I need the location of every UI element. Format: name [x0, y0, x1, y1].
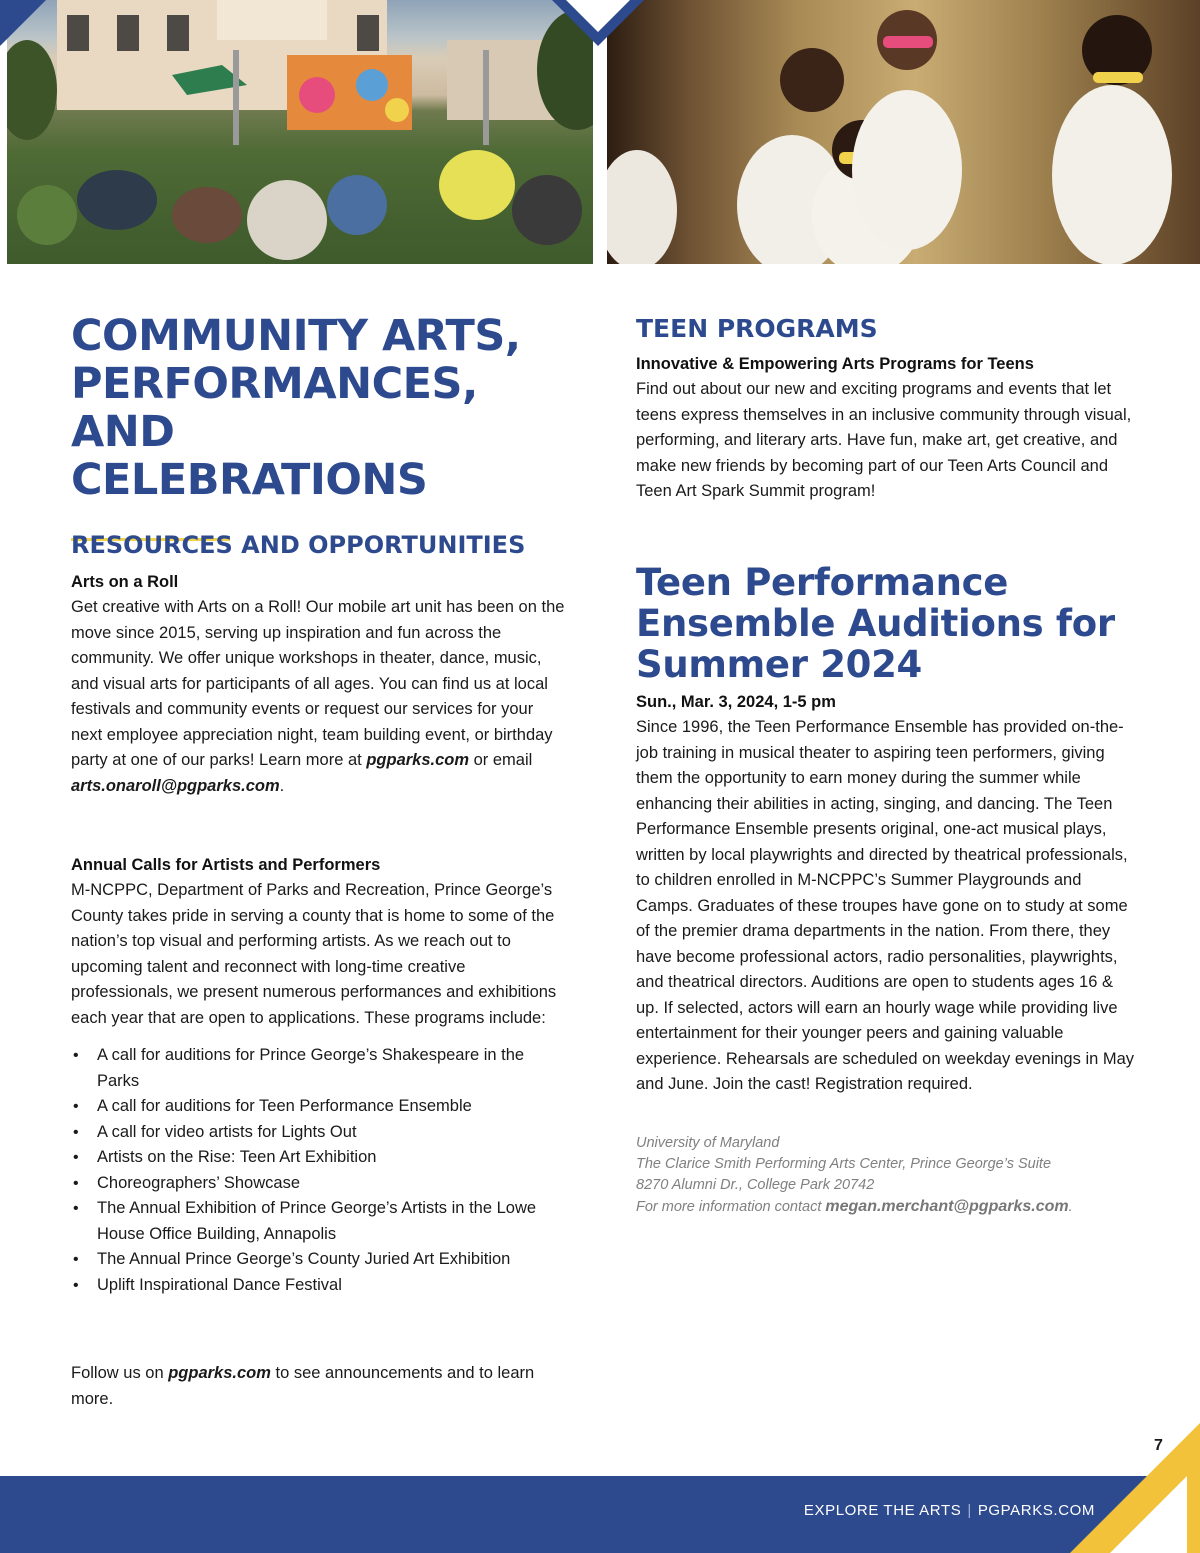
ensemble-title-line-3: Summer 2024 [636, 643, 922, 686]
page-number: 7 [1154, 1437, 1163, 1454]
ensemble-date: Sun., Mar. 3, 2024, 1-5 pm [636, 693, 836, 711]
annual-calls-heading: Annual Calls for Artists and Performers [71, 856, 381, 874]
venue-contact [636, 1196, 1156, 1218]
page-title-line-3: CELEBRATIONS [71, 455, 428, 505]
megan-merchant-email-link[interactable]: megan.merchant@pgparks.com [825, 1198, 1069, 1215]
follow-us-post: to see announcements and to learn more. [71, 1364, 535, 1408]
page-title [71, 312, 571, 504]
teen-programs-text: Find out about our new and exciting programs and events that let teens express themselves in an inclusive community through visual, performing, and literary arts. Have fun, make art, get creative, and make new friends by becoming part of our Teen Arts Council and Teen Art Spark Summit program! [636, 380, 1132, 500]
teen-performers-illustration [607, 0, 1200, 264]
venue-line-2: The Clarice Smith Performing Arts Center, Prince George’s Suite [636, 1156, 1052, 1172]
follow-us-pre: Follow us on [71, 1364, 169, 1382]
follow-pgparks-link[interactable]: pgparks.com [168, 1364, 271, 1382]
resources-section-title: RESOURCES AND OPPORTUNITIES [71, 531, 526, 559]
ensemble-title-line-2: Ensemble Auditions for [636, 602, 1115, 645]
photo-teen-performers [607, 0, 1200, 264]
arts-on-a-roll-mid: or email [469, 751, 533, 769]
page-title-line-2: PERFORMANCES, AND [71, 359, 478, 457]
footer-explore-the-arts-link[interactable]: EXPLORE THE ARTS [803, 1502, 962, 1519]
arts-onaroll-email-link[interactable]: arts.onaroll@pgparks.com [71, 776, 280, 795]
footer-pgparks-link[interactable]: PGPARKS.COM [977, 1502, 1095, 1519]
photo-divider-notch-inner [566, 0, 630, 32]
list-item: • The Annual Exhibition of Prince George’s Artists in the Lowe House Office Building, Annapolis [71, 1196, 566, 1247]
venue-line-3: 8270 Alumni Dr., College Park 20742 [636, 1177, 875, 1193]
venue-contact-pre: For more information contact [636, 1199, 826, 1215]
main-heading-block [71, 312, 571, 541]
programs-list [71, 1043, 566, 1298]
ensemble-auditions-section [636, 690, 1136, 1098]
list-item: • A call for auditions for Prince George’s Shakespeare in the Parks [71, 1043, 566, 1094]
arts-on-a-roll-heading: Arts on a Roll [71, 573, 179, 591]
list-item: • The Annual Prince George’s County Juried Art Exhibition [71, 1247, 566, 1273]
venue-contact-post: . [1068, 1199, 1073, 1215]
ensemble-title-line-1: Teen Performance [636, 561, 1009, 604]
footer-text [804, 1502, 1095, 1519]
ensemble-text: Since 1996, the Teen Performance Ensemble has provided on-the-job training in musical theater to aspiring teen performers, giving them the opportunity to earn money during the summer while enhancing their abilities in acting, singing, and dancing. The Teen Performance Ensemble presents original, one-act musical plays, written by local playwrights and directed by theatrical professionals, to children enrolled in M-NCPPC’s Summer Playgrounds and Camps. Graduates of these troupes have gone on to study at some of the premier drama departments in the nation. From there, they have become professional actors, radio personalities, playwrights, and theatrical directors. Auditions are open to students ages 16 & up. If selected, actors will earn an hourly wage while providing live entertainment for their younger peers and gaining valuable experience. Rehearsals are scheduled on weekday evenings in May and June. Join the cast! Registration required. [636, 718, 1135, 1093]
teen-programs-subtitle: Innovative & Empowering Arts Programs for Teens [636, 355, 1034, 373]
teen-programs-title: TEEN PROGRAMS [636, 314, 878, 343]
venue-info [636, 1133, 1156, 1218]
annual-calls-section [71, 853, 566, 1298]
annual-calls-text: M-NCPPC, Department of Parks and Recreation, Prince George’s County takes pride in serving a county that is home to some of the nation’s top visual and performing artists. As we reach out to upcoming talent and reconnect with long-time creative professionals, we present numerous performances and exhibitions each year that are open to applications. These programs include: [71, 881, 557, 1027]
page-corner-cut [1110, 1476, 1187, 1553]
follow-us-text [71, 1361, 566, 1412]
resources-section-title-block [71, 530, 591, 560]
photo-outdoor-performance [7, 0, 593, 264]
arts-on-a-roll-text [71, 595, 566, 799]
corner-accent-top-left [0, 0, 46, 46]
list-item: • Uplift Inspirational Dance Festival [71, 1273, 566, 1299]
arts-on-a-roll-section [71, 570, 566, 799]
arts-on-a-roll-body: Get creative with Arts on a Roll! Our mobile art unit has been on the move since 2015, serving up inspiration and fun across the community. We offer unique workshops in theater, dance, music, and visual arts for participants of all ages. You can find us at local festivals and community events or request our services for your next employee appreciation night, team building event, or birthday party at one of our parks! Learn more at [71, 598, 565, 769]
teen-programs-section [636, 352, 1136, 505]
venue-line-1: University of Maryland [636, 1135, 780, 1151]
follow-us-section [71, 1361, 566, 1412]
list-item: • A call for video artists for Lights Out [71, 1120, 566, 1146]
list-item: • Artists on the Rise: Teen Art Exhibition [71, 1145, 566, 1171]
list-item: • Choreographers’ Showcase [71, 1171, 566, 1197]
teen-programs-title-block [636, 313, 1136, 345]
arts-on-a-roll-end: . [279, 776, 285, 795]
pgparks-link[interactable]: pgparks.com [366, 751, 470, 769]
ensemble-auditions-title [636, 562, 1136, 685]
list-item: • A call for auditions for Teen Performance Ensemble [71, 1094, 566, 1120]
outdoor-performance-illustration [7, 0, 593, 264]
footer-separator: | [967, 1502, 972, 1519]
page-title-line-1: COMMUNITY ARTS, [71, 311, 521, 361]
